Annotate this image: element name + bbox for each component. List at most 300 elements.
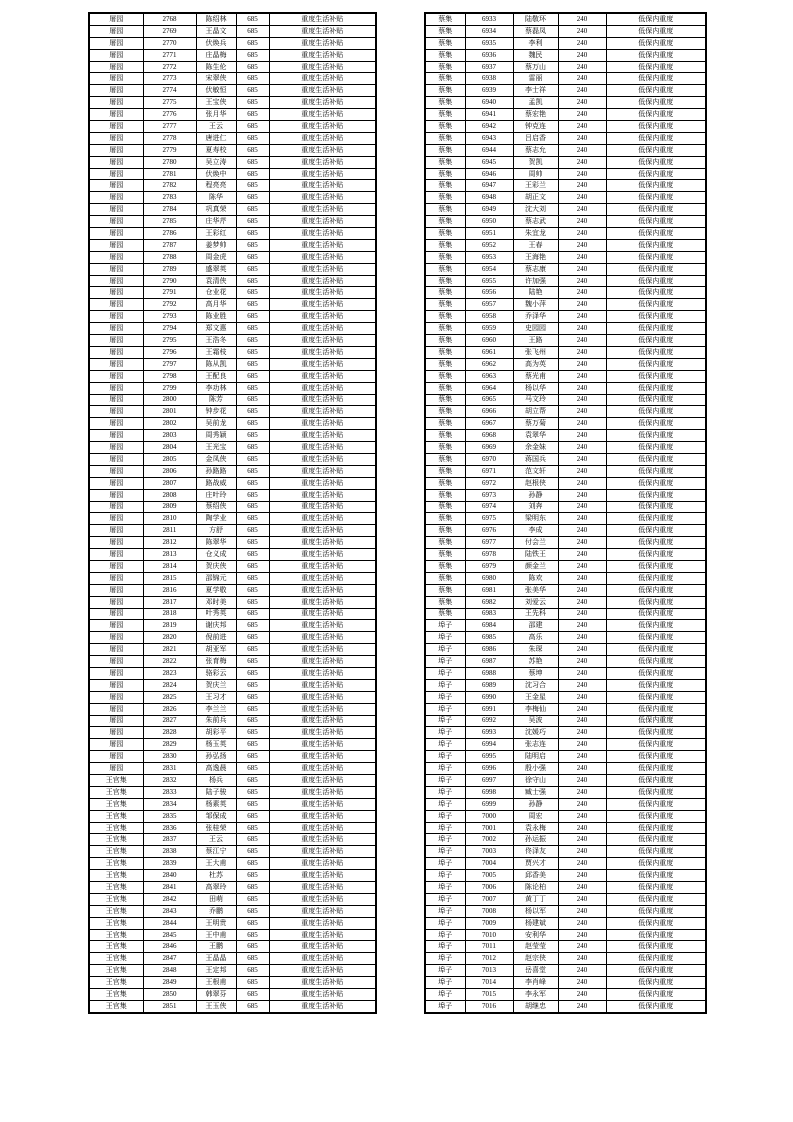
subsidy-type-cell: 低保内重度 — [606, 715, 706, 727]
serial-number-cell: 2835 — [143, 810, 196, 822]
amount-cell: 685 — [236, 192, 269, 204]
amount-cell: 685 — [236, 549, 269, 561]
town-cell: 埠子 — [425, 727, 465, 739]
serial-number-cell: 2778 — [143, 132, 196, 144]
town-cell: 屠园 — [89, 109, 143, 121]
amount-cell: 240 — [558, 763, 606, 775]
subsidy-type-cell: 重度生活补贴 — [269, 715, 376, 727]
subsidy-type-cell: 低保内重度 — [606, 335, 706, 347]
serial-number-cell: 6973 — [465, 489, 513, 501]
subsidy-type-cell: 重度生活补贴 — [269, 525, 376, 537]
subsidy-type-cell: 重度生活补贴 — [269, 263, 376, 275]
person-name-cell: 张美华 — [513, 584, 558, 596]
town-cell: 王官集 — [89, 893, 143, 905]
town-cell: 屠园 — [89, 596, 143, 608]
serial-number-cell: 2797 — [143, 358, 196, 370]
serial-number-cell: 6961 — [465, 346, 513, 358]
town-cell: 埠子 — [425, 667, 465, 679]
person-name-cell: 谢庆邦 — [196, 620, 236, 632]
table-row — [89, 989, 376, 1001]
serial-number-cell: 6966 — [465, 406, 513, 418]
subsidy-type-cell: 低保内重度 — [606, 132, 706, 144]
town-cell: 屠园 — [89, 168, 143, 180]
town-cell: 屠园 — [89, 739, 143, 751]
town-cell: 埠子 — [425, 905, 465, 917]
person-name-cell: 张志连 — [513, 739, 558, 751]
serial-number-cell: 2817 — [143, 596, 196, 608]
town-cell: 蔡集 — [425, 596, 465, 608]
table-row — [425, 311, 706, 323]
serial-number-cell: 2849 — [143, 977, 196, 989]
serial-number-cell: 2811 — [143, 525, 196, 537]
amount-cell: 685 — [236, 156, 269, 168]
subsidy-type-cell: 低保内重度 — [606, 263, 706, 275]
amount-cell: 685 — [236, 941, 269, 953]
subsidy-type-cell: 重度生活补贴 — [269, 572, 376, 584]
serial-number-cell: 6949 — [465, 204, 513, 216]
subsidy-type-cell: 重度生活补贴 — [269, 109, 376, 121]
town-cell: 蔡集 — [425, 442, 465, 454]
subsidy-type-cell: 低保内重度 — [606, 703, 706, 715]
person-name-cell: 田萌 — [196, 893, 236, 905]
table-row — [89, 703, 376, 715]
person-name-cell: 李梅仙 — [513, 703, 558, 715]
town-cell: 屠园 — [89, 299, 143, 311]
table-row — [425, 382, 706, 394]
table-row — [89, 644, 376, 656]
person-name-cell: 邹保成 — [196, 810, 236, 822]
subsidy-type-cell: 低保内重度 — [606, 204, 706, 216]
serial-number-cell: 2847 — [143, 953, 196, 965]
serial-number-cell: 2843 — [143, 905, 196, 917]
amount-cell: 240 — [558, 1000, 606, 1012]
subsidy-type-cell: 低保内重度 — [606, 501, 706, 513]
town-cell: 蔡集 — [425, 394, 465, 406]
amount-cell: 685 — [236, 572, 269, 584]
person-name-cell: 金凤侠 — [196, 453, 236, 465]
town-cell: 屠园 — [89, 13, 143, 25]
table-row — [89, 775, 376, 787]
amount-cell: 240 — [558, 775, 606, 787]
table-row — [425, 239, 706, 251]
town-cell: 屠园 — [89, 656, 143, 668]
town-cell: 蔡集 — [425, 132, 465, 144]
person-name-cell: 陈生伦 — [196, 61, 236, 73]
town-cell: 屠园 — [89, 608, 143, 620]
amount-cell: 685 — [236, 525, 269, 537]
town-cell: 屠园 — [89, 727, 143, 739]
serial-number-cell: 6959 — [465, 323, 513, 335]
table-row — [89, 572, 376, 584]
town-cell: 埠子 — [425, 965, 465, 977]
person-name-cell: 朱琛 — [513, 644, 558, 656]
table-row — [425, 977, 706, 989]
table-row — [89, 691, 376, 703]
serial-number-cell: 2827 — [143, 715, 196, 727]
serial-number-cell: 2780 — [143, 156, 196, 168]
table-row — [89, 406, 376, 418]
subsidy-type-cell: 重度生活补贴 — [269, 1000, 376, 1012]
serial-number-cell: 2800 — [143, 394, 196, 406]
amount-cell: 240 — [558, 608, 606, 620]
amount-cell: 685 — [236, 394, 269, 406]
table-row — [89, 13, 376, 25]
town-cell: 蔡集 — [425, 251, 465, 263]
town-cell: 屠园 — [89, 97, 143, 109]
town-cell: 屠园 — [89, 537, 143, 549]
amount-cell: 240 — [558, 287, 606, 299]
serial-number-cell: 6975 — [465, 513, 513, 525]
person-name-cell: 孟凯 — [513, 97, 558, 109]
subsidy-type-cell: 低保内重度 — [606, 394, 706, 406]
person-name-cell: 姜梦帅 — [196, 239, 236, 251]
person-name-cell: 蔡志武 — [513, 216, 558, 228]
serial-number-cell: 6946 — [465, 168, 513, 180]
subsidy-type-cell: 低保内重度 — [606, 537, 706, 549]
serial-number-cell: 6977 — [465, 537, 513, 549]
town-cell: 王官集 — [89, 953, 143, 965]
subsidy-type-cell: 重度生活补贴 — [269, 406, 376, 418]
table-row — [425, 465, 706, 477]
amount-cell: 240 — [558, 299, 606, 311]
serial-number-cell: 2834 — [143, 798, 196, 810]
town-cell: 埠子 — [425, 715, 465, 727]
town-cell: 屠园 — [89, 632, 143, 644]
table-row — [89, 73, 376, 85]
subsidy-type-cell: 重度生活补贴 — [269, 929, 376, 941]
serial-number-cell: 2772 — [143, 61, 196, 73]
serial-number-cell: 6962 — [465, 358, 513, 370]
subsidy-type-cell: 低保内重度 — [606, 37, 706, 49]
table-row — [89, 786, 376, 798]
subsidy-type-cell: 低保内重度 — [606, 61, 706, 73]
amount-cell: 685 — [236, 977, 269, 989]
amount-cell: 240 — [558, 109, 606, 121]
subsidy-type-cell: 低保内重度 — [606, 418, 706, 430]
subsidy-type-cell: 低保内重度 — [606, 941, 706, 953]
subsidy-type-cell: 低保内重度 — [606, 168, 706, 180]
table-row — [89, 25, 376, 37]
town-cell: 王官集 — [89, 929, 143, 941]
town-cell: 埠子 — [425, 882, 465, 894]
person-name-cell: 周宏 — [513, 810, 558, 822]
subsidy-type-cell: 低保内重度 — [606, 192, 706, 204]
person-name-cell: 李成 — [513, 525, 558, 537]
town-cell: 蔡集 — [425, 275, 465, 287]
person-name-cell: 苏艳 — [513, 656, 558, 668]
table-row — [425, 965, 706, 977]
person-name-cell: 李肖峰 — [513, 977, 558, 989]
town-cell: 蔡集 — [425, 239, 465, 251]
table-row — [89, 204, 376, 216]
subsidy-type-cell: 重度生活补贴 — [269, 656, 376, 668]
person-name-cell: 陶学业 — [196, 513, 236, 525]
subsidy-type-cell: 重度生活补贴 — [269, 703, 376, 715]
table-row — [425, 204, 706, 216]
person-name-cell: 郑文惠 — [196, 323, 236, 335]
table-row — [425, 644, 706, 656]
town-cell: 王官集 — [89, 786, 143, 798]
serial-number-cell: 2775 — [143, 97, 196, 109]
person-name-cell: 陈华 — [196, 192, 236, 204]
person-name-cell: 吕启香 — [513, 132, 558, 144]
subsidy-type-cell: 低保内重度 — [606, 691, 706, 703]
subsidy-type-cell: 低保内重度 — [606, 596, 706, 608]
amount-cell: 685 — [236, 584, 269, 596]
town-cell: 屠园 — [89, 370, 143, 382]
town-cell: 蔡集 — [425, 335, 465, 347]
person-name-cell: 蔡光甫 — [513, 370, 558, 382]
serial-number-cell: 6937 — [465, 61, 513, 73]
town-cell: 屠园 — [89, 394, 143, 406]
table-row — [89, 846, 376, 858]
person-name-cell: 魏小萍 — [513, 299, 558, 311]
person-name-cell: 王晶文 — [196, 25, 236, 37]
town-cell: 埠子 — [425, 917, 465, 929]
table-row — [425, 73, 706, 85]
table-row — [89, 287, 376, 299]
person-name-cell: 高翠玲 — [196, 882, 236, 894]
table-row — [425, 394, 706, 406]
person-name-cell: 朱宜龙 — [513, 228, 558, 240]
subsidy-type-cell: 重度生活补贴 — [269, 763, 376, 775]
subsidy-type-cell: 重度生活补贴 — [269, 513, 376, 525]
serial-number-cell: 2808 — [143, 489, 196, 501]
amount-cell: 685 — [236, 132, 269, 144]
subsidy-type-cell: 低保内重度 — [606, 644, 706, 656]
person-name-cell: 王春 — [513, 239, 558, 251]
amount-cell: 240 — [558, 893, 606, 905]
town-cell: 屠园 — [89, 453, 143, 465]
person-name-cell: 佟泽友 — [513, 846, 558, 858]
amount-cell: 240 — [558, 323, 606, 335]
amount-cell: 685 — [236, 703, 269, 715]
person-name-cell: 邵锦元 — [196, 572, 236, 584]
serial-number-cell: 6978 — [465, 549, 513, 561]
town-cell: 王官集 — [89, 822, 143, 834]
subsidy-type-cell: 低保内重度 — [606, 989, 706, 1001]
town-cell: 埠子 — [425, 822, 465, 834]
table-row — [425, 501, 706, 513]
amount-cell: 240 — [558, 703, 606, 715]
subsidy-type-cell: 重度生活补贴 — [269, 156, 376, 168]
serial-number-cell: 6939 — [465, 85, 513, 97]
subsidy-type-cell: 重度生活补贴 — [269, 430, 376, 442]
amount-cell: 685 — [236, 893, 269, 905]
town-cell: 王官集 — [89, 846, 143, 858]
person-name-cell: 刘爱云 — [513, 596, 558, 608]
table-row — [89, 917, 376, 929]
subsidy-type-cell: 低保内重度 — [606, 287, 706, 299]
subsidy-type-cell: 低保内重度 — [606, 382, 706, 394]
person-name-cell: 宋翠侠 — [196, 73, 236, 85]
person-name-cell: 贺庆兰 — [196, 679, 236, 691]
subsidy-type-cell: 重度生活补贴 — [269, 335, 376, 347]
amount-cell: 240 — [558, 632, 606, 644]
table-row — [89, 489, 376, 501]
serial-number-cell: 2813 — [143, 549, 196, 561]
table-row — [89, 596, 376, 608]
town-cell: 屠园 — [89, 430, 143, 442]
town-cell: 蔡集 — [425, 453, 465, 465]
town-cell: 屠园 — [89, 572, 143, 584]
table-row — [89, 394, 376, 406]
serial-number-cell: 7004 — [465, 858, 513, 870]
town-cell: 蔡集 — [425, 346, 465, 358]
serial-number-cell: 2805 — [143, 453, 196, 465]
person-name-cell: 蔡江宁 — [196, 846, 236, 858]
amount-cell: 685 — [236, 73, 269, 85]
serial-number-cell: 2795 — [143, 335, 196, 347]
table-row — [425, 786, 706, 798]
town-cell: 埠子 — [425, 775, 465, 787]
town-cell: 屠园 — [89, 180, 143, 192]
subsidy-type-cell: 低保内重度 — [606, 810, 706, 822]
amount-cell: 240 — [558, 430, 606, 442]
serial-number-cell: 2777 — [143, 121, 196, 133]
serial-number-cell: 6945 — [465, 156, 513, 168]
table-row — [425, 358, 706, 370]
person-name-cell: 盛翠英 — [196, 263, 236, 275]
subsidy-type-cell: 重度生活补贴 — [269, 608, 376, 620]
subsidy-type-cell: 低保内重度 — [606, 109, 706, 121]
subsidy-type-cell: 重度生活补贴 — [269, 810, 376, 822]
table-row — [425, 751, 706, 763]
table-row — [89, 156, 376, 168]
subsidy-type-cell: 重度生活补贴 — [269, 941, 376, 953]
person-name-cell: 吴波 — [513, 715, 558, 727]
table-row — [425, 346, 706, 358]
table-row — [425, 608, 706, 620]
person-name-cell: 王配良 — [196, 370, 236, 382]
serial-number-cell: 6994 — [465, 739, 513, 751]
table-row — [89, 109, 376, 121]
table-row — [425, 109, 706, 121]
amount-cell: 685 — [236, 406, 269, 418]
person-name-cell: 张月华 — [196, 109, 236, 121]
serial-number-cell: 6999 — [465, 798, 513, 810]
serial-number-cell: 2792 — [143, 299, 196, 311]
person-name-cell: 许加强 — [513, 275, 558, 287]
person-name-cell: 仓业花 — [196, 287, 236, 299]
serial-number-cell: 6979 — [465, 560, 513, 572]
subsidy-type-cell: 重度生活补贴 — [269, 287, 376, 299]
person-name-cell: 王浩冬 — [196, 335, 236, 347]
table-row — [425, 442, 706, 454]
town-cell: 蔡集 — [425, 13, 465, 25]
town-cell: 蔡集 — [425, 204, 465, 216]
person-name-cell: 王路 — [513, 335, 558, 347]
table-row — [425, 1000, 706, 1012]
serial-number-cell: 2850 — [143, 989, 196, 1001]
amount-cell: 685 — [236, 870, 269, 882]
amount-cell: 240 — [558, 477, 606, 489]
person-name-cell: 陆铁王 — [513, 549, 558, 561]
subsidy-type-cell: 低保内重度 — [606, 299, 706, 311]
table-row — [425, 775, 706, 787]
table-row — [425, 822, 706, 834]
town-cell: 屠园 — [89, 156, 143, 168]
town-cell: 屠园 — [89, 228, 143, 240]
amount-cell: 240 — [558, 537, 606, 549]
subsidy-type-cell: 重度生活补贴 — [269, 239, 376, 251]
town-cell: 屠园 — [89, 25, 143, 37]
serial-number-cell: 2826 — [143, 703, 196, 715]
table-row — [89, 941, 376, 953]
town-cell: 屠园 — [89, 501, 143, 513]
town-cell: 蔡集 — [425, 549, 465, 561]
subsidy-type-cell: 低保内重度 — [606, 822, 706, 834]
table-row — [89, 810, 376, 822]
subsidy-type-cell: 低保内重度 — [606, 870, 706, 882]
serial-number-cell: 6954 — [465, 263, 513, 275]
town-cell: 蔡集 — [425, 560, 465, 572]
serial-number-cell: 7006 — [465, 882, 513, 894]
table-row — [425, 525, 706, 537]
town-cell: 王官集 — [89, 941, 143, 953]
town-cell: 屠园 — [89, 216, 143, 228]
person-name-cell: 胡亚军 — [196, 644, 236, 656]
person-name-cell: 杨建斌 — [513, 917, 558, 929]
subsidy-type-cell: 重度生活补贴 — [269, 25, 376, 37]
amount-cell: 240 — [558, 25, 606, 37]
person-name-cell: 韩翠芬 — [196, 989, 236, 1001]
person-name-cell: 钟克连 — [513, 121, 558, 133]
subsidy-type-cell: 低保内重度 — [606, 180, 706, 192]
table-row — [89, 549, 376, 561]
table-row — [89, 382, 376, 394]
subsidy-type-cell: 低保内重度 — [606, 763, 706, 775]
table-row — [89, 430, 376, 442]
subsidy-type-cell: 重度生活补贴 — [269, 132, 376, 144]
town-cell: 埠子 — [425, 644, 465, 656]
serial-number-cell: 7005 — [465, 870, 513, 882]
person-name-cell: 马文玲 — [513, 394, 558, 406]
table-row — [89, 679, 376, 691]
table-row — [425, 929, 706, 941]
amount-cell: 240 — [558, 751, 606, 763]
person-name-cell: 路战威 — [196, 477, 236, 489]
person-name-cell: 王霜枝 — [196, 346, 236, 358]
subsidy-type-cell: 重度生活补贴 — [269, 560, 376, 572]
table-row — [425, 560, 706, 572]
amount-cell: 685 — [236, 239, 269, 251]
serial-number-cell: 2812 — [143, 537, 196, 549]
subsidy-type-cell: 低保内重度 — [606, 251, 706, 263]
serial-number-cell: 2832 — [143, 775, 196, 787]
serial-number-cell: 2798 — [143, 370, 196, 382]
person-name-cell: 李兰兰 — [196, 703, 236, 715]
person-name-cell: 王定邦 — [196, 965, 236, 977]
amount-cell: 685 — [236, 263, 269, 275]
table-row — [425, 275, 706, 287]
serial-number-cell: 6952 — [465, 239, 513, 251]
amount-cell: 240 — [558, 263, 606, 275]
amount-cell: 240 — [558, 810, 606, 822]
amount-cell: 685 — [236, 25, 269, 37]
person-name-cell: 胡彩平 — [196, 727, 236, 739]
subsidy-type-cell: 重度生活补贴 — [269, 644, 376, 656]
town-cell: 埠子 — [425, 679, 465, 691]
amount-cell: 685 — [236, 763, 269, 775]
serial-number-cell: 2769 — [143, 25, 196, 37]
serial-number-cell: 2824 — [143, 679, 196, 691]
amount-cell: 685 — [236, 739, 269, 751]
person-name-cell: 高月华 — [196, 299, 236, 311]
serial-number-cell: 2831 — [143, 763, 196, 775]
amount-cell: 240 — [558, 965, 606, 977]
subsidy-type-cell: 低保内重度 — [606, 751, 706, 763]
